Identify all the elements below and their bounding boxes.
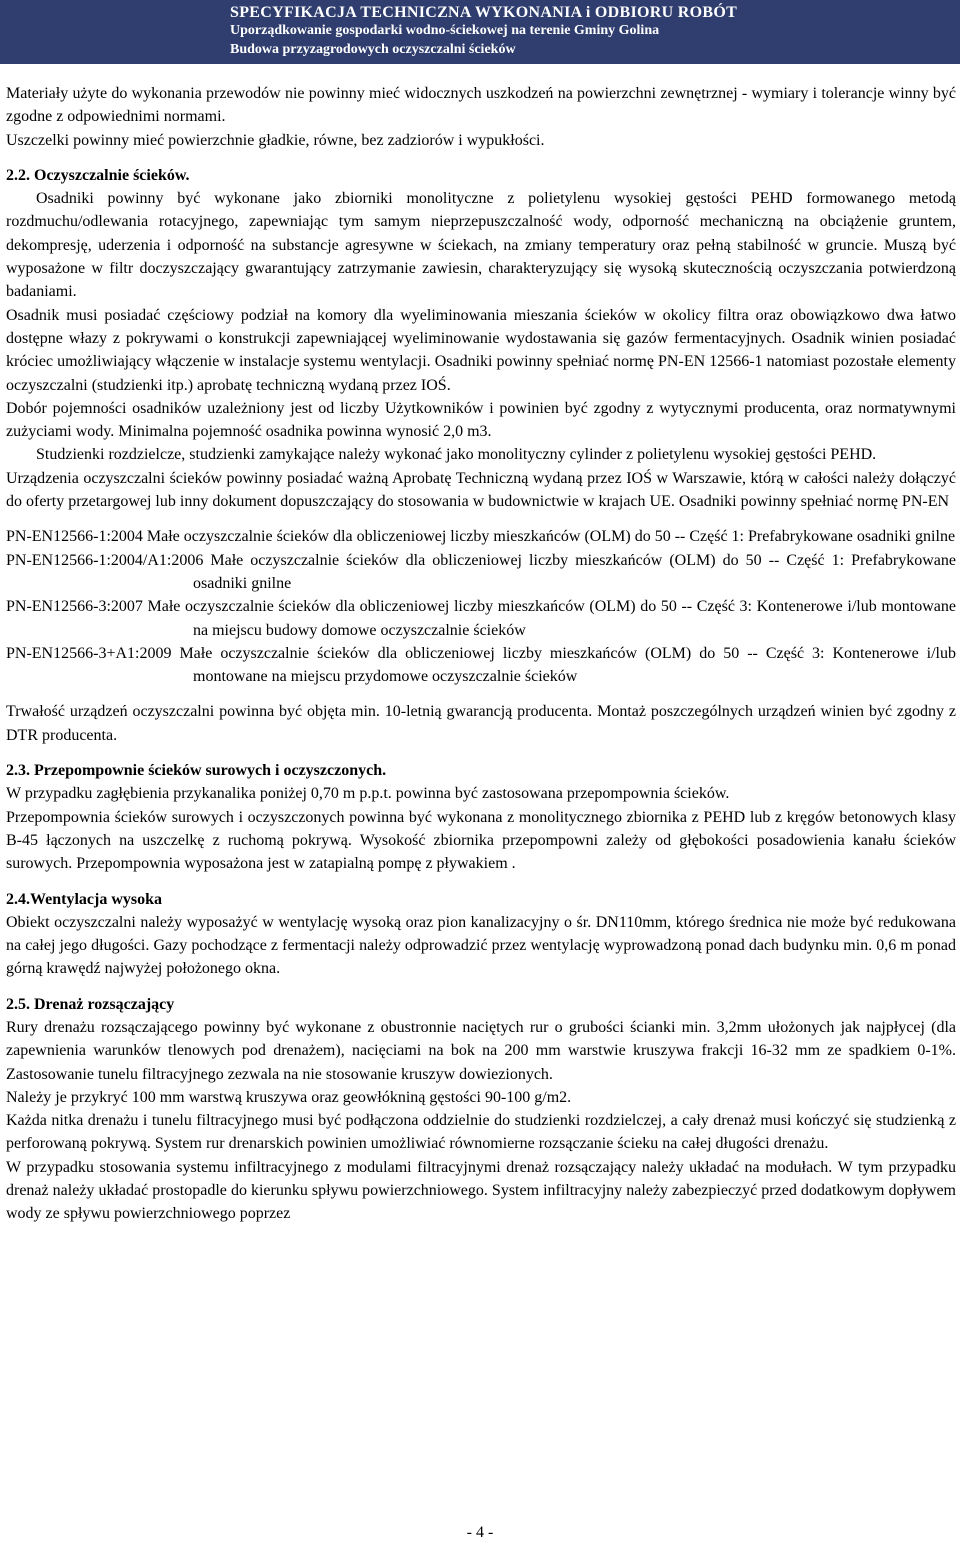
header-project: Budowa przyzagrodowych oczyszczalni ścieków — [230, 42, 516, 57]
standard-item: PN-EN12566-3+A1:2009 Małe oczyszczalnie ścieków dla obliczeniowej liczby mieszkańców (OLM) do 50 -- Część 3: Kontenerowe i/lub montowane na miejscu przydomowe oczyszczalnie ścieków — [6, 644, 956, 686]
page-number: - 4 - — [466, 1524, 494, 1541]
spacer — [6, 513, 956, 525]
paragraph-approval: Urządzenia oczyszczalni ścieków powinny posiadać ważną Aprobatę Techniczną wydaną przez IOŚ w Warszawie, którą w całości należy dołączyć do oferty przetargowej lub inny dokument dopuszczający do stosowania w budownictwie w krajach UE. Osadniki powinny spełniać normę PN-EN — [6, 469, 956, 511]
spacer — [6, 152, 956, 164]
paragraph-settler-chambers: Osadnik musi posiadać częściowy podział na komory dla wyeliminowania mieszania ścieków w okolicy filtra oraz obowiązkowo dwa łatwo dostępne włazy z pokrywami o konstrukcji zapewniającej wyeliminowanie wydostawania się gazów fermentacyjnych. Osadnik winien posiadać króciec umożliwiający włączenie w instalacje systemu wentylacji. Osadniki powinny spełniać normę PN-EN 12566-1 natomiast pozostałe elementy oczyszczalni (studzienki itp.) aprobatę techniczną wydaną przez IOŚ. — [6, 306, 956, 394]
spacer — [6, 688, 956, 700]
paragraph-ventilation: Obiekt oczyszczalni należy wyposażyć w wentylację wysoką oraz pion kanalizacyjny o śr. DN110mm, którego średnica nie może być redukowana na całej jego długości. Gazy pochodzące z fermentacji należy odprowadzić przez wentylację wyprowadzoną ponad dach budynku min. 0,6 m ponad górną krawędź najwyżej położonego okna. — [6, 913, 956, 978]
paragraph-settlers: Osadniki powinny być wykonane jako zbiorniki monolityczne z polietylenu wysokiej gęstości PEHD formowanego metodą rozdmuchu/odlewania rotacyjnego, zapewniając tym samym nieprzepuszczalność wody, odporność mechaniczną na obciążenie gruntem, dekompresję, uderzenia i odporność na substancje agresywne w ściekach, na zmiany temperatury oraz pełną stabilność w gruncie. Muszą być wyposażone w filtr doczyszczający gwarantujący zatrzymanie zawiesin, charakteryzujący się wysoką skutecznością oczyszczania potwierdzoną badaniami. — [6, 190, 956, 301]
paragraph-pump-requirement: W przypadku zagłębienia przykanalika poniżej 0,70 m p.p.t. powinna być zastosowana przepompownia ścieków. — [6, 785, 730, 803]
document-body — [6, 82, 956, 1226]
standard-item: PN-EN12566-1:2004/A1:2006 Małe oczyszczalnie ścieków dla obliczeniowej liczby mieszkańców (OLM) do 50 -- Część 1: Prefabrykowane osadniki gnilne — [6, 551, 956, 592]
paragraph-seals: Uszczelki powinny mieć powierzchnie gładkie, równe, bez zadziorów i wypukłości. — [6, 131, 545, 149]
paragraph-drain-connection: Każda nitka drenażu i tunelu filtracyjnego musi być podłączona oddzielnie do studzienki rozdzielczej, a cały drenaż musi kończyć się studzienką z perforowaną pokrywą. System rur drenarskich powinien umożliwiać równomierne rozsączanie ścieku na całej długości drenażu. — [6, 1112, 956, 1153]
paragraph-capacity: Dobór pojemności osadników uzależniony jest od liczby Użytkowników i powinien być zgodny z wytycznymi producenta, oraz normatywnymi zużyciami wody. Minimalna pojemność osadnika powinna wynosić 2,0 m3. — [6, 399, 956, 441]
paragraph-materials: Materiały użyte do wykonania przewodów nie powinny mieć widocznych uszkodzeń na powierzchni zewnętrznej - wymiary i tolerancje winny być zgodne z odpowiednimi normami. — [6, 85, 956, 126]
document-header — [0, 0, 960, 64]
standard-item: PN-EN12566-1:2004 Małe oczyszczalnie ścieków dla obliczeniowej liczby mieszkańców (OLM) do 50 -- Część 1: Prefabrykowane osadniki gnilne — [6, 528, 956, 546]
paragraph-durability: Trwałość urządzeń oczyszczalni powinna być objęta min. 10-letnią gwarancją producenta. Montaż poszczególnych urządzeń winien być zgodny z DTR producenta. — [6, 703, 956, 744]
paragraph-drain-pipes: Rury drenażu rozsączającego powinny być wykonane z obustronnie naciętych rur o grubości ścianki min. 3,2mm ułożonych jak najpłycej (dla zapewnienia warunków tlenowych pod drenażem), nacięciami na bok na 200 mm warstwie kruszywa frakcji 16-32 mm ze spadkiem 0-1%. Zastosowanie tunelu filtracyjnego zezwala na nie stosowanie kruszyw dowiezionych. — [6, 1018, 956, 1083]
spacer — [6, 981, 956, 993]
paragraph-pump-station: Przepompownia ścieków surowych i oczyszczonych powinna być wykonana z monolitycznego zbiornika z PEHD lub z kręgów betonowych klasy B-45 łączonych na uszczelkę z ruchomą pokrywą. Wysokość zbiornika przepompowni zależy od głębokości posadowienia kanału ścieków surowych. Przepompownia wyposażona jest w zatapialną pompę z pływakiem . — [6, 808, 956, 873]
section-heading-2-3: 2.3. Przepompownie ścieków surowych i oczyszczonych. — [6, 762, 387, 780]
spacer — [6, 876, 956, 888]
section-heading-2-4: 2.4.Wentylacja wysoka — [6, 890, 162, 908]
paragraph-drain-cover: Należy je przykryć 100 mm warstwą kruszywa oraz geowłókniną gęstości 90-100 g/m2. — [6, 1088, 572, 1106]
paragraph-infiltration: W przypadku stosowania systemu infiltracyjnego z modulami filtracyjnymi drenaż rozsączający należy układać na modułach. W tym przypadku drenaż należy układać prostopadle do kierunku spływu powierzchniowego. System infiltracyjny należy zabezpieczyć przed dodatkowym dopływem wody ze spływu powierzchniowego poprzez — [6, 1158, 956, 1223]
header-title: SPECYFIKACJA TECHNICZNA WYKONANIA i ODBIORU ROBÓT — [230, 4, 738, 21]
section-heading-2-2: 2.2. Oczyszczalnie ścieków. — [6, 166, 190, 184]
standard-item: PN-EN12566-3:2007 Małe oczyszczalnie ścieków dla obliczeniowej liczby mieszkańców (OLM) do 50 -- Część 3: Kontenerowe i/lub montowane na miejscu budowy domowe oczyszczalnie ścieków — [6, 598, 956, 639]
section-heading-2-5: 2.5. Drenaż rozsączający — [6, 995, 175, 1013]
header-subtitle: Uporządkowanie gospodarki wodno-ściekowej na terenie Gminy Golina — [230, 23, 660, 38]
paragraph-manholes: Studzienki rozdzielcze, studzienki zamykające należy wykonać jako monolityczny cylinder z polietylenu wysokiej gęstości PEHD. — [36, 446, 877, 464]
spacer — [6, 747, 956, 759]
